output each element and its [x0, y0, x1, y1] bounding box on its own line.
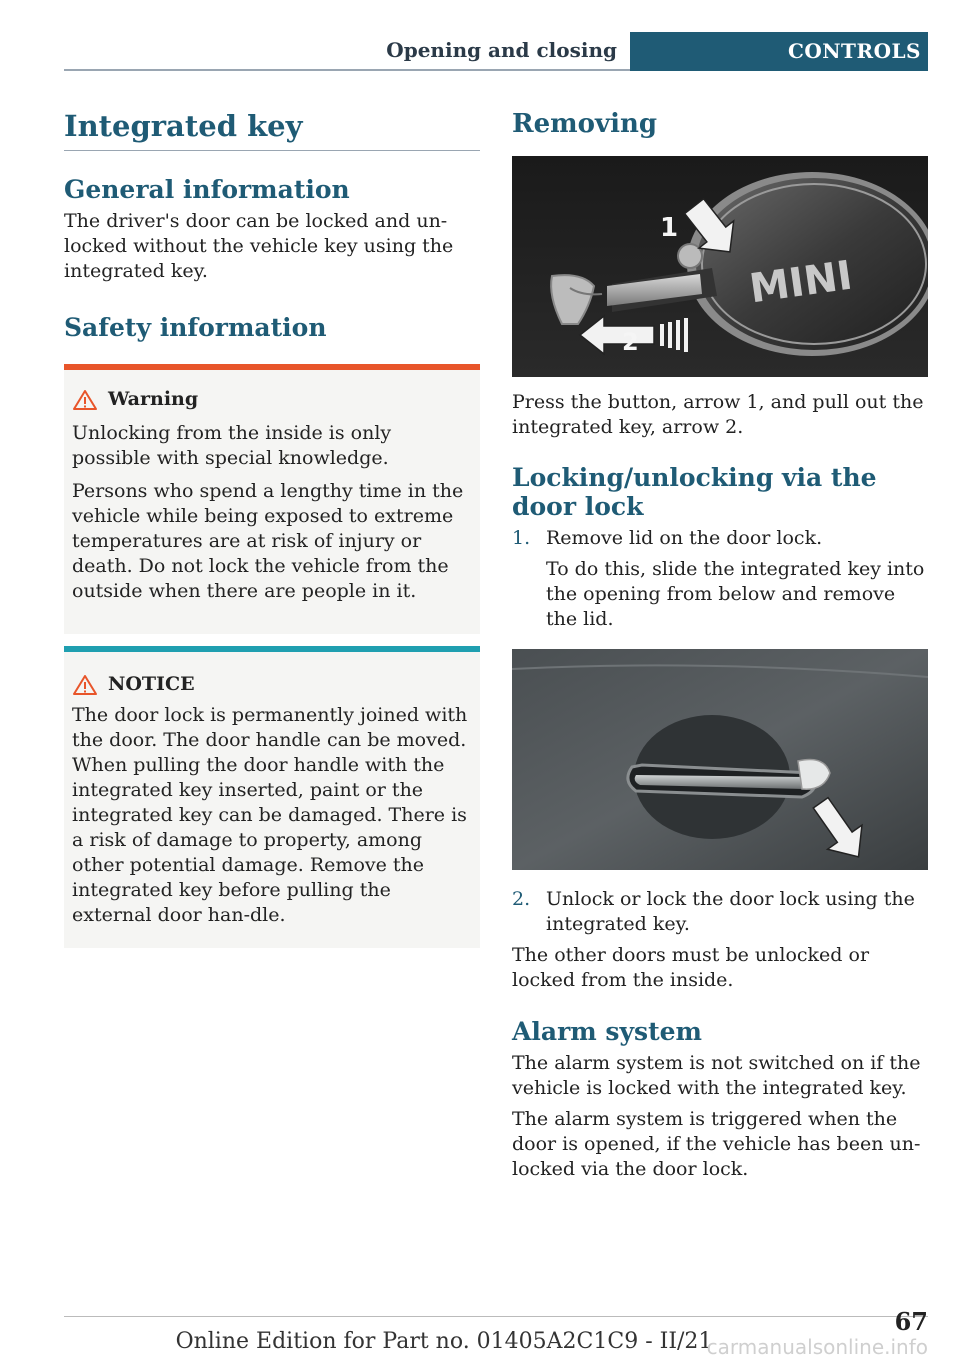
general-info-heading: General information	[64, 175, 350, 204]
alarm-paragraph-1: The alarm system is not switched on if the vehicle is locked with the integrated key.	[512, 1052, 921, 1099]
key-illustration	[512, 156, 928, 377]
page-footer	[64, 1307, 928, 1359]
edition-text: Online Edition for Part no. 01405A2C1C9 - II/21	[175, 1329, 713, 1354]
door-handle-illustration	[512, 649, 928, 870]
warning-paragraph-2: Persons who spend a lengthy time in the vehicle while being exposed to extreme temperatures are at risk of injury or death. Do not lock the vehicle from the outside when there are people in it.	[72, 480, 464, 602]
step-2-number: 2.	[512, 888, 531, 910]
page-header	[64, 32, 928, 71]
arrow-1-label: 1	[660, 213, 679, 243]
left-column	[64, 105, 480, 948]
safety-info-heading: Safety information	[64, 313, 327, 342]
locking-heading: Locking/unlocking via the door lock	[512, 463, 877, 521]
notice-label: NOTICE	[108, 673, 195, 695]
notice-paragraph: The door lock is permanently joined with the door. The door handle can be moved. When pulling the door handle with the integrated key inserted, paint or the integrated key can be damaged. There is a risk of damage to property, among other potential damage. Remove the integrated key before pulling the external door han-dle.	[72, 704, 468, 926]
watermark-text: carmanualsonline.info	[706, 1335, 928, 1359]
arrow-2-label: 2	[622, 328, 639, 356]
step-1-text: Remove lid on the door lock.	[546, 527, 823, 549]
notice-box	[64, 646, 480, 948]
general-info-text: The driver's door can be locked and un-locked without the vehicle key using the integrated key.	[64, 210, 454, 282]
removing-heading: Removing	[512, 109, 658, 139]
step-1-subtext: To do this, slide the integrated key into the opening from below and remove the lid.	[546, 558, 925, 630]
right-column	[512, 105, 928, 1182]
section-title: Opening and closing	[64, 32, 630, 71]
warning-title	[72, 387, 472, 412]
page-title: Integrated key	[64, 109, 303, 143]
locking-after-text: The other doors must be unlocked or locked from the inside.	[512, 944, 870, 991]
key-removal-figure	[512, 156, 928, 377]
warning-paragraph-1: Unlocking from the inside is only possible with special knowledge.	[72, 422, 392, 469]
step-2-text: Unlock or lock the door lock using the integrated key.	[546, 888, 915, 935]
alarm-heading: Alarm system	[512, 1017, 703, 1046]
chapter-tab: CONTROLS	[630, 32, 928, 71]
mini-logo-text: MINI	[746, 252, 856, 313]
warning-label: Warning	[108, 388, 199, 410]
removing-text: Press the button, arrow 1, and pull out the integrated key, arrow 2.	[512, 391, 924, 438]
warning-box	[64, 364, 480, 634]
alarm-paragraph-2: The alarm system is triggered when the door is opened, if the vehicle has been un-locked via the door lock.	[512, 1108, 921, 1180]
notice-triangle-icon	[72, 674, 98, 696]
step-1-number: 1.	[512, 527, 531, 549]
page-number: 67	[894, 1307, 928, 1336]
step-2	[512, 887, 928, 937]
warning-triangle-icon	[72, 389, 98, 411]
notice-title	[72, 672, 472, 697]
step-1	[512, 526, 928, 632]
title-rule	[64, 150, 480, 151]
door-lock-figure	[512, 649, 928, 870]
